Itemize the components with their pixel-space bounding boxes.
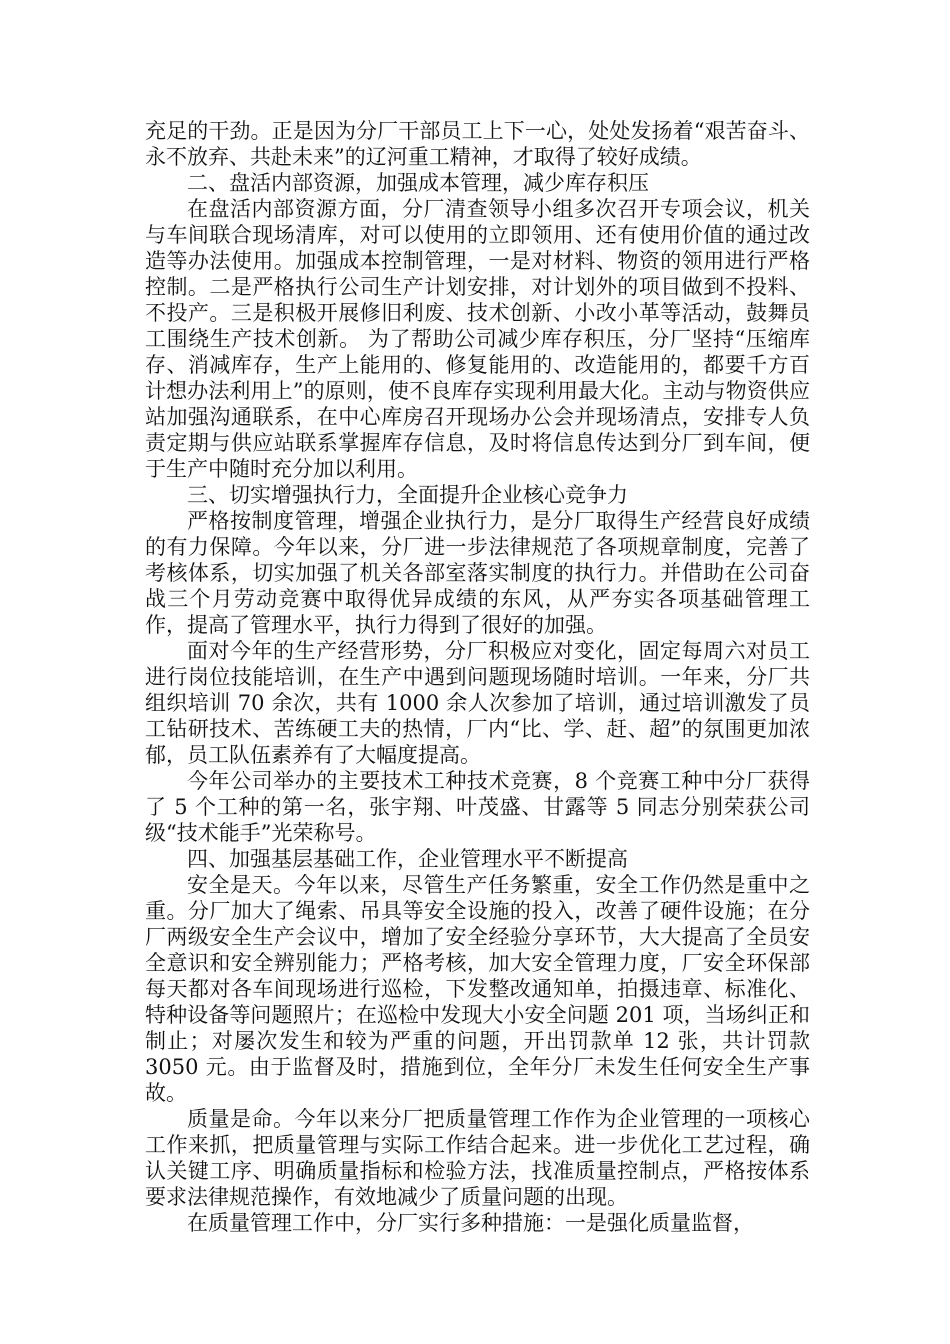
paragraph-quality-measures: 在质量管理工作中，分厂实行多种措施：一是强化质量监督， — [187, 1211, 754, 1235]
paragraph-safety: 安全是天。今年以来，尽管生产任务繁重，安全工作仍然是重中之重。分厂加大了绳索、吊具等安全设施的投入，改善了硬件设施；在分厂两级安全生产会议中，增加了安全经验分享环节，大大提高了全员安全意识和安全辨别能力；严格考核，加大安全管理力度，厂安全环保部每天都对各车间现场进行巡检，下发整改通知单，拍摄违章、标准化、特种设备等问题照片；在巡检中发现大小安全问题 201 项，当场纠正和制止；对屡次发生和较为严重的问题，开出罚款单 12 张，共计罚款 3050 元。由于监督及时，措施到位，全年分厂未发生任何安全生产事故。 — [145, 873, 810, 1105]
heading-section-4: 四、加强基层基础工作，企业管理水平不断提高 — [187, 847, 628, 871]
heading-section-3: 三、切实增强执行力，全面提升企业核心竞争力 — [187, 483, 628, 507]
heading-section-2: 二、盘活内部资源，加强成本管理，减少库存积压 — [187, 171, 649, 195]
paragraph-execution: 严格按制度管理，增强企业执行力，是分厂取得生产经营良好成绩的有力保障。今年以来，分厂进一步法律规范了各项规章制度，完善了考核体系，切实加强了机关各部室落实制度的执行力。并借助在公司奋战三个月劳动竞赛中取得优异成绩的东风，从严夯实各项基础管理工作，提高了管理水平，执行力得到了很好的加强。 — [145, 509, 810, 637]
paragraph-training: 面对今年的生产经营形势，分厂积极应对变化，固定每周六对员工进行岗位技能培训，在生产中遇到问题现场随时培训。一年来，分厂共组织培训 70 余次，共有 1000 余人次参加了培训，通过培训激发了员工钻研技术、苦练硬工夫的热情，厂内“比、学、赶、超”的氛围更加浓郁，员工队伍素养有了大幅度提高。 — [145, 639, 810, 767]
document-page — [145, 118, 810, 1236]
paragraph-quality: 质量是命。今年以来分厂把质量管理工作作为企业管理的一项核心工作来抓，把质量管理与实际工作结合起来。进一步优化工艺过程，确认关键工序、明确质量指标和检验方法，找准质量控制点，严格按体系要求法律规范操作，有效地减少了质量问题的出现。 — [145, 1107, 810, 1209]
paragraph-competition: 今年公司举办的主要技术工种技术竞赛，8 个竞赛工种中分厂获得了 5 个工种的第一名，张宇翔、叶茂盛、甘露等 5 同志分别荣获公司级“技术能手”光荣称号。 — [145, 769, 810, 845]
paragraph-resource-management: 在盘活内部资源方面，分厂清查领导小组多次召开专项会议，机关与车间联合现场清库，对可以使用的立即领用、还有使用价值的通过改造等办法使用。加强成本控制管理，一是对材料、物资的领用进行严格控制。二是严格执行公司生产计划安排，对计划外的项目做到不投料、不投产。三是积极开展修旧利废、技术创新、小改小革等活动，鼓舞员工围绕生产技术创新。 为了帮助公司减少库存积压，分厂坚持“压缩库存、消减库存，生产上能用的、修复能用的、改造能用的，都要千方百计想办法利用上”的原则，使不良库存实现利用最大化。主动与物资供应站加强沟通联系，在中心库房召开现场办公会并现场清点，安排专人负责定期与供应站联系掌握库存信息，及时将信息传达到分厂到车间，便于生产中随时充分加以利用。 — [145, 197, 810, 481]
paragraph-1-continuation: 充足的干劲。正是因为分厂干部员工上下一心，处处发扬着“艰苦奋斗、永不放弃、共赴未来”的辽河重工精神，才取得了较好成绩。 — [145, 119, 810, 169]
